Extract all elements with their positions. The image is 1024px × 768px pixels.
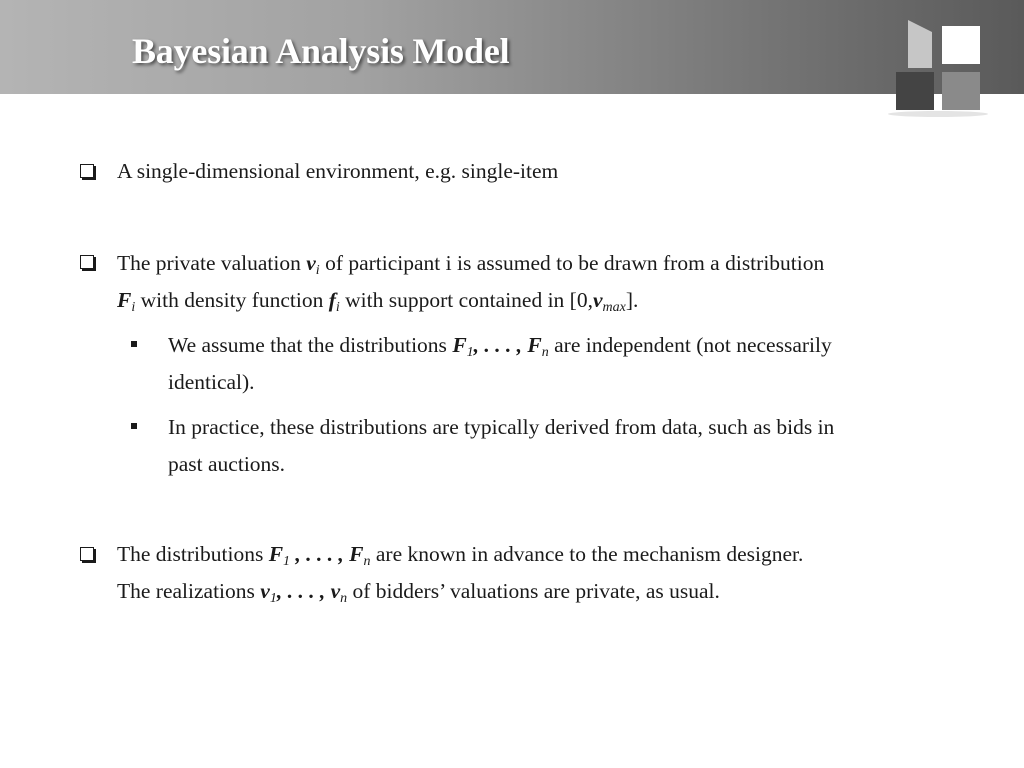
checkbox-bullet-icon — [80, 164, 94, 178]
checkbox-bullet-icon — [80, 255, 94, 269]
bullet-2 — [117, 245, 824, 319]
sub-bullet-2-line-2: past auctions. — [168, 452, 286, 476]
bullet-2-line-1: The private valuation $v_i$ of participant i is assumed to be drawn from a distribution — [117, 251, 825, 278]
bullet-3-line-1: The distributions $F_1$ , . . . , $F_n$ are known in advance to the mechanism designer. — [117, 542, 804, 569]
bullet-1 — [117, 153, 558, 190]
square-bullet-icon — [131, 341, 137, 347]
sub-bullet-2 — [168, 409, 834, 483]
slide-title: Bayesian Analysis Model — [132, 31, 510, 71]
square-bullet-icon — [131, 423, 137, 429]
bullet-1-text: A single-dimensional environment, e.g. single-item — [117, 159, 559, 183]
sub-bullet-1-line-2: identical). — [168, 370, 255, 394]
sub-bullet-1 — [168, 327, 832, 401]
sub-bullet-2-line-1: In practice, these distributions are typically derived from data, such as bids in — [168, 415, 835, 439]
bullet-2-line-2: $F_i$ with density function $f_i$ with support contained in $[0,v_{max}]$. — [117, 288, 639, 315]
sub-bullet-1-line-1: We assume that the distributions $F_1$, . . . , $F_n$ are independent (not necessarily — [168, 333, 832, 360]
bullet-3 — [117, 536, 803, 610]
bullet-3-line-2: The realizations $v_1$, . . . , $v_n$ of bidders’ valuations are private, as usual. — [117, 579, 720, 606]
checkbox-bullet-icon — [80, 547, 94, 561]
